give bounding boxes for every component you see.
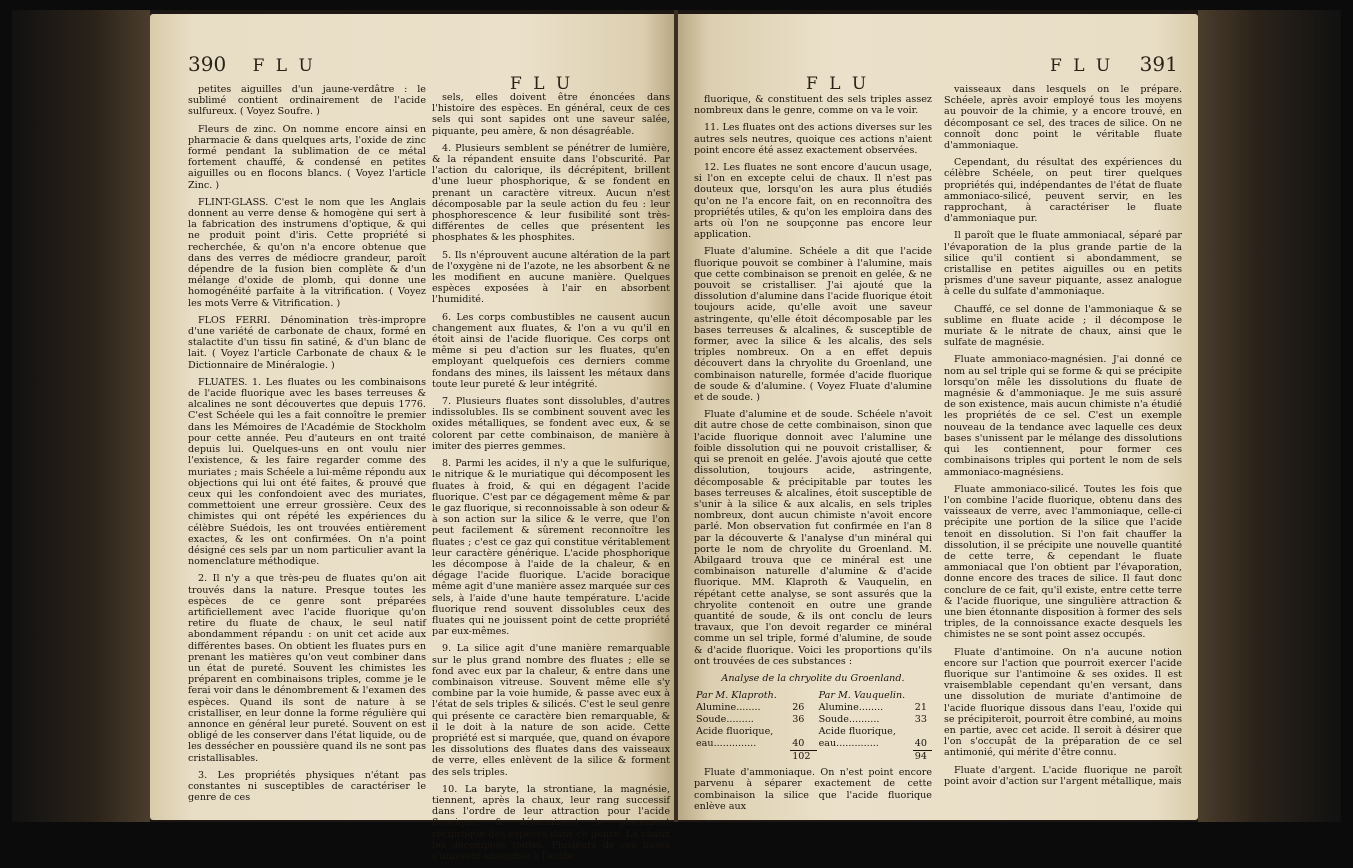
paragraph: 6. Les corps combustibles ne causent aucun changement aux fluates, & l'on a vu qu'il en étoit ainsi de l'acide fluorique. Ces corps ont même si peu d'action sur les fluates, qu'en employant quelquefois ces derniers comme fondans des mines, ils laissent les métaux dans toute leur pureté & leur intégrité. [432, 311, 670, 390]
paragraph: FLOS FERRI. Dénomination très-impropre d'une variété de carbonate de chaux, formé en stalactite d'un tissu fin satiné, & d'un blanc de lait. ( Voyez l'article Carbonate de chaux & le Dictionnaire de Minéralogie. ) [188, 314, 426, 371]
paragraph: 4. Plusieurs semblent se pénétrer de lumière, & la répandent ensuite dans l'obscurité. Par l'action du calorique, ils décrépitent, brillent d'une lueur phosphorique, & se fondent en prenant un caractère vitreux. Aucun n'est décomposable par la seule action du feu : leur phosphorescence & leur fusibilité sont très-différentes de celles que présentent les phosphates & les phosphites. [432, 142, 670, 244]
right-page [678, 14, 1198, 820]
right-page-header [1050, 52, 1178, 76]
paragraph: Fleurs de zinc. On nomme encore ainsi en pharmacie & dans quelques arts, l'oxide de zinc formé pendant la sublimation de ce métal fortement chauffé, & condensé en petites aiguilles ou en flocons blancs. ( Voyez l'article Zinc. ) [188, 123, 426, 191]
paragraph: 9. La silice agit d'une manière remarquable sur le plus grand nombre des fluates ; elle se fond avec eux par la chaleur, & entre dans une combinaison vitreuse. Souvent même elle s'y combine par la voie humide, & passe avec eux à l'état de sels triples & silicés. C'est le seul genre qui présente ce caractère bien remarquable, & il le doit à la nature de son acide. Cette propriété est si marquée, que, quand on évapore les dissolutions des fluates dans des vaisseaux de verre, elles enlèvent de la silice & forment des sels triples. [432, 643, 670, 778]
analysis-cell: Alumine........ [818, 702, 884, 714]
analysis-row [694, 726, 932, 738]
paragraph: 10. La baryte, la strontiane, la magnésie, tiennent, après la chaux, leur rang successif dans l'ordre de leur attraction pour l'acide fluorique, & déterminent le placement réciproque des espèces dans ce genre. La chaux les décompose toutes. Plusieurs de ces bases s'unissent ensemble à l'acide [432, 783, 670, 862]
left-column-1 [188, 84, 426, 809]
analysis-table [694, 690, 932, 763]
analysis-cell: Acide fluorique, [818, 726, 896, 738]
analysis-cell: 21 [914, 702, 927, 714]
paragraph: fluorique, & constituent des sels triples assez nombreux dans le genre, comme on va le voir. [694, 94, 932, 117]
paragraph: sels, elles doivent être énoncées dans l'histoire des espèces. En général, ceux de ces sels qui sont sapides ont une saveur salée, piquante, peu amère, & non désagréable. [432, 92, 670, 137]
open-book [12, 10, 1341, 862]
right-column-1 [694, 94, 932, 818]
analysis-cell: 40 [914, 738, 927, 750]
analysis-header-vauquelin: Par M. Vauquelin. [818, 690, 906, 702]
paragraph: FLINT-GLASS. C'est le nom que les Anglais donnent au verre dense & homogène qui sert à la fabrication des instrumens d'optique, & qui ne produit point d'iris. Cette propriété si recherchée, & qu'on n'a encore obtenue que dans des verres de médiocre grandeur, paroît dépendre de la fusion bien complète & d'un mélange d'oxide de plomb, qui donne une homogénéité parfaite à la vitrification. ( Voyez les mots Verre & Vitrification. ) [188, 196, 426, 309]
analysis-row [694, 714, 932, 726]
paragraph: 8. Parmi les acides, il n'y a que le sulfurique, le nitrique & le muriatique qui décomposent les fluates à froid, & qui en dégagent l'acide fluorique. C'est par ce dégagement même & par le gaz fluorique, si reconnoissable à son odeur & à son action sur la silice & le verre, que l'on peut facilement & sûrement reconnoître les fluates ; c'est ce gaz qui constitue véritablement leur caractère générique. L'acide phosphorique les décompose à l'aide de la chaleur, & en dégage l'acide fluorique. L'acide boracique même agit d'une manière assez marquée sur ces sels, à l'aide d'une haute température. L'acide fluorique rend souvent dissolubles ceux des fluates qui ne jouissent point de cette propriété par eux-mêmes. [432, 458, 670, 638]
analysis-cell: Soude.......... [818, 714, 880, 726]
paragraph: Fluate ammoniaco-silicé. Toutes les fois que l'on combine l'acide fluorique, obtenu dans des vaisseaux de verre, avec l'ammoniaque, celle-ci précipite une portion de la silice que l'acide tenoit en dissolution. Si l'on fait chauffer la dissolution, il se précipite une nouvelle quantité de cette terre, & cependant le fluate ammoniacal que l'on obtient par l'évaporation, donne encore des traces de silice. Il faut donc conclure de ce fait, qu'il existe, entre cette terre & l'acide fluorique, une singulière attraction & une bien étonnante disposition à former des sels triples, de la connoissance exacte desquels les chimistes ne se sont point assez occupés. [944, 483, 1182, 641]
paragraph: vaisseaux dans lesquels on le prépare. Schéele, après avoir employé tous les moyens au pouvoir de la chimie, y a encore trouvé, en décomposant ce sel, des traces de silice. On ne connoît donc point le véritable fluate d'ammoniaque. [944, 84, 1182, 152]
left-page-edges [12, 10, 150, 822]
analysis-cell: Acide fluorique, [696, 726, 774, 738]
analysis-cell: 26 [792, 702, 805, 714]
paragraph: Fluate d'alumine et de soude. Schéele n'avoit dit autre chose de cette combinaison, sinon que l'acide fluorique donnoit avec l'alumine une foible dissolution qui ne pouvoit cristalliser, & qui se prenoit en gelée. J'avois ajouté que cette dissolution, toujours acide, astringente, décomposable & précipitable par toutes les bases terreuses & alcalines, étoit susceptible de s'unir à la silice & aux alcalis, en sels triples nombreux, dont aucun chimiste n'avoit encore parlé. Mon observation fut confirmée en l'an 8 par la découverte & l'analyse d'un minéral qui porte le nom de chryolite du Groenland. M. Abilgaard trouva que ce minéral est une combinaison naturelle d'alumine & d'acide fluorique. MM. Klaproth & Vauquelin, en répétant cette analyse, se sont assurés que la chryolite contenoit en outre une grande quantité de soude, & ils ont conclu de leurs travaux, que l'on devoit regarder ce minéral comme un sel triple, formé d'alumine, de soude & d'acide fluorique. Voici les proportions qu'ils ont trouvées de ces substances : [694, 409, 932, 667]
paragraph: petites aiguilles d'un jaune-verdâtre : le sublimé contient ordinairement de l'acide sulfureux. ( Voyez Soufre. ) [188, 84, 426, 118]
paragraph: 3. Les propriétés physiques n'étant pas constantes ni susceptibles de caractériser le genre de ces [188, 769, 426, 804]
paragraph: 7. Plusieurs fluates sont dissolubles, d'autres indissolubles. Ils se combinent souvent avec les oxides métalliques, se fondent avec eux, & se colorent par cette combinaison, de manière à imiter des pierres gemmes. [432, 396, 670, 452]
left-page-number: 390 [188, 52, 227, 76]
analysis-cell [913, 726, 932, 738]
paragraph: Fluate d'alumine. Schéele a dit que l'acide fluorique pouvoit se combiner à l'alumine, mais que cette combinaison se prenoit en gelée, & ne pouvoit se cristalliser. J'ai ajouté que la dissolution d'alumine dans l'acide fluorique étoit toujours acide, qu'elle avoit une saveur astringente, qu'elle étoit décomposable par les bases terreuses & alcalines, & susceptible de former, avec la silice & les alcalis, des sels triples nombreux. On a en effet depuis découvert dans la chryolite du Groenland, une combinaison naturelle, formée d'acide fluorique de soude & d'alumine. ( Voyez Fluate d'alumine et de soude. ) [694, 246, 932, 404]
analysis-header-klaproth: Par M. Klaproth. [696, 690, 777, 702]
analysis-cell: Soude......... [696, 714, 754, 726]
analysis-title: Analyse de la chryolite du Groenland. [721, 672, 905, 684]
left-page-header [188, 52, 316, 76]
right-column-2 [944, 84, 1182, 793]
analysis-cell: Alumine........ [696, 702, 761, 714]
paragraph: Chauffé, ce sel donne de l'ammoniaque & se sublime en fluate acide ; il décompose le muriate & le nitrate de chaux, ainsi que le sulfate de magnésie. [944, 303, 1182, 349]
analysis-cell: 36 [792, 714, 805, 726]
analysis-cell: eau.............. [696, 738, 757, 750]
right-page-number: 391 [1139, 52, 1178, 76]
analysis-total-klaproth: 102 [790, 751, 816, 764]
paragraph: Fluate d'antimoine. On n'a aucune notion encore sur l'action que pourroit exercer l'acide fluorique sur l'antimoine & ses oxides. Il est vraisemblable cependant qu'en versant, dans une dissolution de muriate d'antimoine de l'acide fluorique dissous dans l'eau, l'oxide qui se précipiteroit, pourroit être combiné, au moins en partie, avec cet acide. Il seroit à désirer que l'on s'occupât de la préparation de ce sel antimonié, qui mérite d'être connu. [944, 646, 1182, 759]
paragraph: FLUATES. 1. Les fluates ou les combinaisons de l'acide fluorique avec les bases terreuses & alcalines ne sont découvertes que depuis 1776. C'est Schéele qui les a fait connoître le premier dans les Mémoires de l'Académie de Stockholm pour cette année. Peu d'auteurs en ont traité depuis lui. Quelques-uns en ont voulu nier l'existence, & les faire regarder comme des muriates ; mais Schéele a lui-même répondu aux objections qui lui ont été faites, & prouvé que ceux qui les confondoient avec des muriates, commettoient une erreur grossière. Ceux des chimistes qui ont répété les expériences du célèbre Suédois, les ont trouvées entièrement exactes, & les ont confirmées. On n'a point désigné ces sels par un nom particulier avant la nomenclature méthodique. [188, 376, 426, 568]
analysis-cell: 40 [792, 738, 805, 750]
paragraph: 11. Les fluates ont des actions diverses sur les autres sels neutres, quoique ces actions n'aient point encore été assez exactement observées. [694, 122, 932, 156]
paragraph: Cependant, du résultat des expériences du célèbre Schéele, on peut tirer quelques propriétés qui, indépendantes de l'état de fluate ammoniaco-silicé, peuvent servir, en les rapprochant, à caractériser le fluate d'ammoniaque pur. [944, 157, 1182, 225]
paragraph: 12. Les fluates ne sont encore d'aucun usage, si l'on en excepte celui de chaux. Il n'est pas douteux que, lorsqu'on les aura plus étudiés qu'on ne l'a encore fait, on en reconnoîtra des propriétés utiles, & qu'on les emploira dans des arts où l'on ne soupçonne pas encore leur application. [694, 162, 932, 241]
analysis-row [694, 738, 932, 751]
analysis-row [694, 702, 932, 714]
left-running-head-center: F L U [510, 74, 574, 94]
paragraph: Fluate ammoniaco-magnésien. J'ai donné ce nom au sel triple qui se forme & qui se précipite lorsqu'on mêle les dissolutions du fluate de magnésie & d'ammoniaque. Je me suis assuré de son existence, mais aucun chimiste n'a étudié les propriétés de ce sel. C'est un exemple nouveau de la tendance avec laquelle ces deux bases s'unissent par le mélange des dissolutions qui les contiennent, pour former ces combinaisons triples qui portent le nom de sels ammoniaco-magnésiens. [944, 354, 1182, 478]
right-page-edges [1198, 10, 1341, 822]
paragraph: Il paroît que le fluate ammoniacal, séparé par l'évaporation de la plus grande partie de la silice qu'il contient si abondamment, se cristallise en petites aiguilles ou en petits prismes d'une saveur piquante, assez analogue à celle du sulfate d'ammoniaque. [944, 230, 1182, 298]
right-running-head: F L U [1050, 56, 1114, 76]
right-running-head-center: F L U [806, 74, 870, 94]
left-column-2 [432, 92, 670, 868]
paragraph: 5. Ils n'éprouvent aucune altération de la part de l'oxygène ni de l'azote, ne les absorbent & ne les modifient en aucune manière. Quelques espèces exposées à l'air en absorbent l'humidité. [432, 249, 670, 306]
paragraph: Fluate d'ammoniaque. On n'est point encore parvenu à séparer exactement de cette combinaison la silice que l'acide fluorique enlève aux [694, 767, 932, 812]
paragraph: 2. Il n'y a que très-peu de fluates qu'on ait trouvés dans la nature. Presque toutes les espèces de ce genre sont préparées artificiellement avec l'acide fluorique qu'on retire du fluate de chaux, le seul natif abondamment répandu : on unit cet acide aux différentes bases. On obtient les fluates purs en prenant les matières qu'on veut combiner dans un état de pureté. Souvent les chimistes les préparent en combinaisons triples, comme je le ferai voir dans le dénombrement & l'examen des espèces. Quand ils sont de nature à se cristalliser, en leur donne la forme régulière qui annonce en général leur pureté. Souvent on est obligé de les conserver dans l'état liquide, ou de les dessécher en poussière quand ils ne sont pas cristallisables. [188, 573, 426, 764]
analysis-cell: eau.............. [818, 738, 879, 750]
left-page [150, 14, 674, 862]
analysis-cell [790, 726, 816, 738]
analysis-cell: 33 [914, 714, 927, 726]
analysis-total-vauquelin: 94 [913, 751, 932, 764]
paragraph: Fluate d'argent. L'acide fluorique ne paroît point avoir d'action sur l'argent métallique, mais [944, 764, 1182, 787]
left-running-head: F L U [252, 56, 316, 76]
